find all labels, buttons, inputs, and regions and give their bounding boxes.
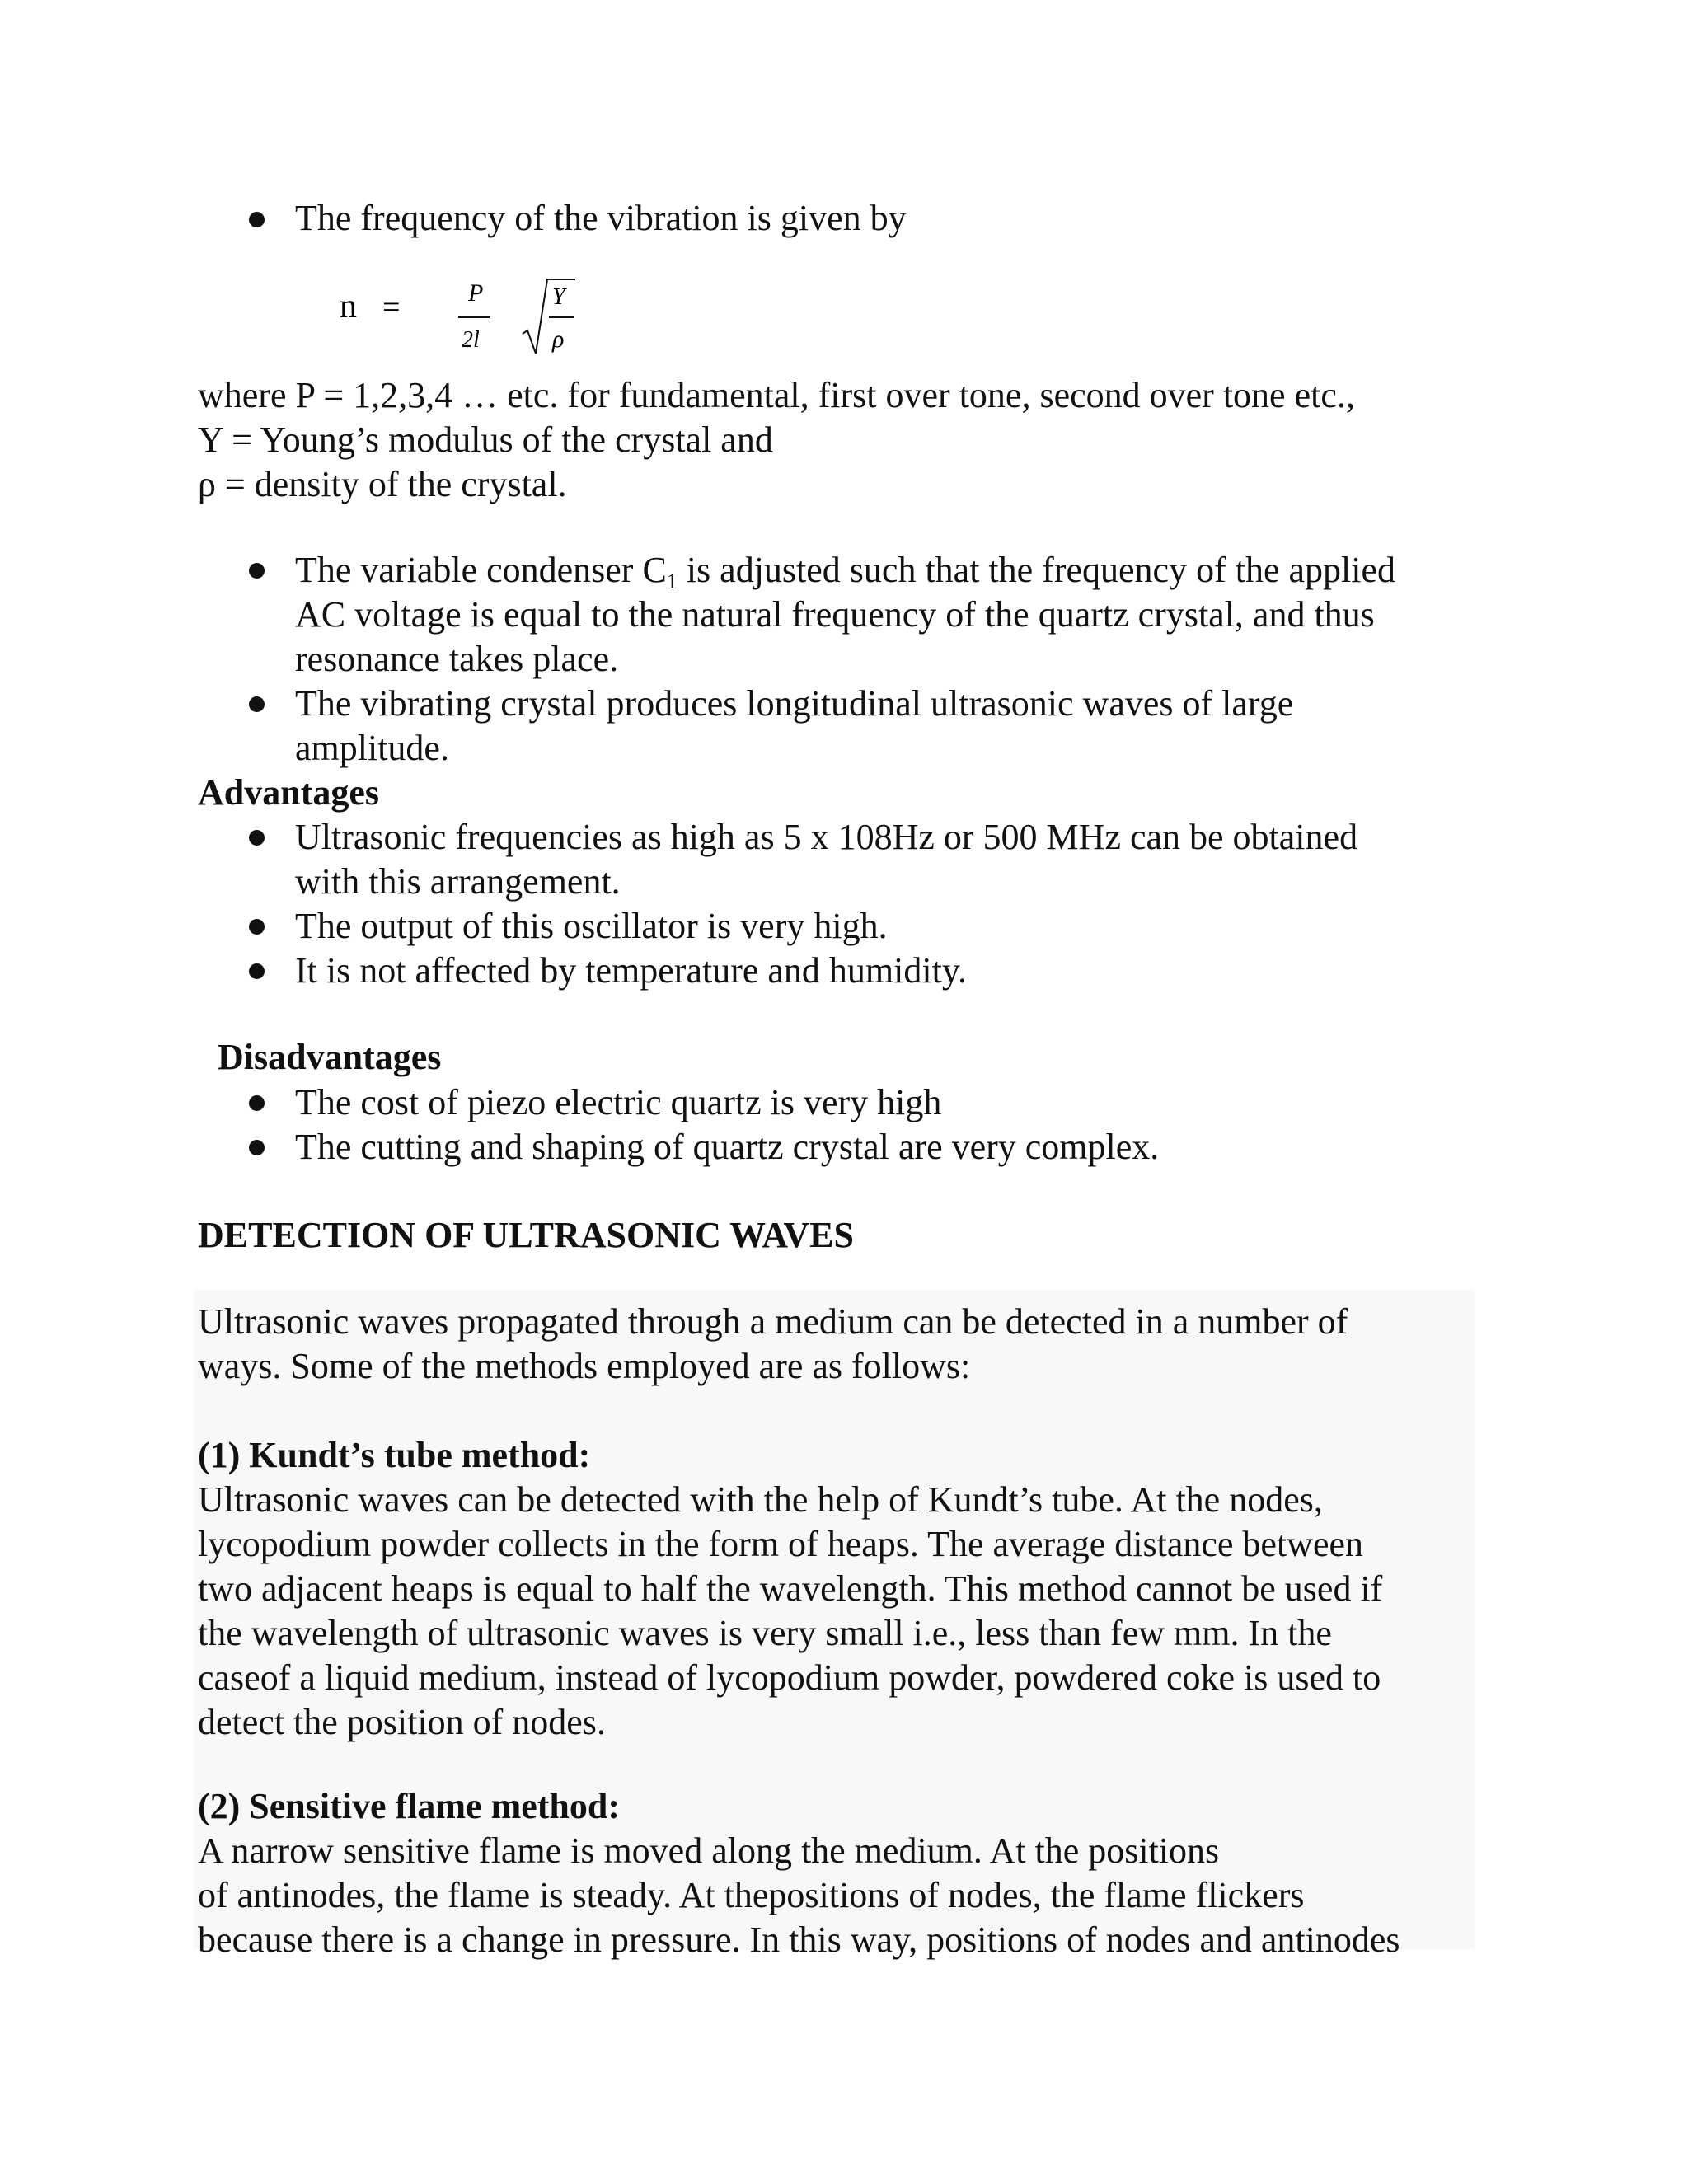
- bullet-icon: [249, 1140, 265, 1155]
- bullet-icon: [249, 212, 265, 227]
- advantages-heading: Advantages: [198, 772, 380, 813]
- condenser-subscript: 1: [666, 569, 678, 593]
- bullet-text-vibrating-line1: The vibrating crystal produces longitudinal ultrasonic waves of large: [295, 683, 1294, 724]
- bullet-icon: [249, 830, 265, 846]
- bullet-text-frequency: The frequency of the vibration is given by: [295, 198, 907, 238]
- detection-heading: DETECTION OF ULTRASONIC WAVES: [198, 1215, 854, 1255]
- bullet-text-condenser-line3: resonance takes place.: [295, 639, 619, 679]
- flame-line-3: because there is a change in pressure. In this way, positions of nodes and antinodes: [198, 1919, 1400, 1960]
- kundt-line-4: the wavelength of ultrasonic waves is very small i.e., less than few mm. In the: [198, 1613, 1332, 1653]
- formula-root-numerator: Y: [552, 284, 565, 310]
- bullet-text-vibrating-line2: amplitude.: [295, 728, 449, 768]
- advantage-item-3: It is not affected by temperature and humidity.: [295, 950, 967, 991]
- bullet-icon: [249, 563, 265, 579]
- condenser-text-b: is adjusted such that the frequency of the applied: [677, 550, 1395, 590]
- flame-line-1: A narrow sensitive flame is moved along the medium. At the positions: [198, 1830, 1220, 1871]
- bullet-icon: [249, 919, 265, 935]
- kundt-heading: (1) Kundt’s tube method:: [198, 1435, 591, 1475]
- disadvantage-item-1: The cost of piezo electric quartz is very high: [295, 1082, 942, 1122]
- bullet-icon: [249, 696, 265, 712]
- where-y-text: Y = Young’s modulus of the crystal and: [198, 419, 773, 460]
- kundt-line-6: detect the position of nodes.: [198, 1702, 606, 1742]
- where-rho-text: ρ = density of the crystal.: [198, 464, 567, 504]
- bullet-text-condenser-line2: AC voltage is equal to the natural frequency of the quartz crystal, and thus: [295, 594, 1375, 635]
- formula-numerator: P: [468, 279, 484, 307]
- formula-root-denominator: ρ: [552, 326, 565, 353]
- flame-line-2: of antinodes, the flame is steady. At thepositions of nodes, the flame flickers: [198, 1875, 1305, 1915]
- advantage-item-1-line2: with this arrangement.: [295, 861, 621, 902]
- kundt-line-1: Ultrasonic waves can be detected with the help of Kundt’s tube. At the nodes,: [198, 1479, 1323, 1520]
- detection-intro-line2: ways. Some of the methods employed are as follows:: [198, 1346, 971, 1386]
- kundt-line-2: lycopodium powder collects in the form of heaps. The average distance between: [198, 1524, 1364, 1564]
- condenser-text-a: The variable condenser C: [295, 550, 667, 590]
- where-p-text: where P = 1,2,3,4 … etc. for fundamental, first over tone, second over tone etc.,: [198, 375, 1355, 415]
- frequency-formula: [336, 274, 600, 365]
- bullet-icon: [249, 963, 265, 979]
- detection-intro-line1: Ultrasonic waves propagated through a medium can be detected in a number of: [198, 1301, 1348, 1342]
- flame-heading: (2) Sensitive flame method:: [198, 1786, 621, 1826]
- kundt-line-3: two adjacent heaps is equal to half the wavelength. This method cannot be used if: [198, 1568, 1383, 1609]
- bullet-icon: [249, 1095, 265, 1111]
- formula-lhs: n: [340, 288, 357, 326]
- disadvantage-item-2: The cutting and shaping of quartz crystal are very complex.: [295, 1127, 1160, 1167]
- disadvantages-heading: Disadvantages: [218, 1037, 442, 1077]
- kundt-line-5: caseof a liquid medium, instead of lycopodium powder, powdered coke is used to: [198, 1657, 1381, 1698]
- formula-denominator: 2l: [462, 327, 480, 353]
- advantage-item-2: The output of this oscillator is very high.: [295, 906, 888, 946]
- formula-equals: =: [382, 290, 401, 325]
- advantage-item-1-line1: Ultrasonic frequencies as high as 5 x 108Hz or 500 MHz can be obtained: [295, 817, 1358, 857]
